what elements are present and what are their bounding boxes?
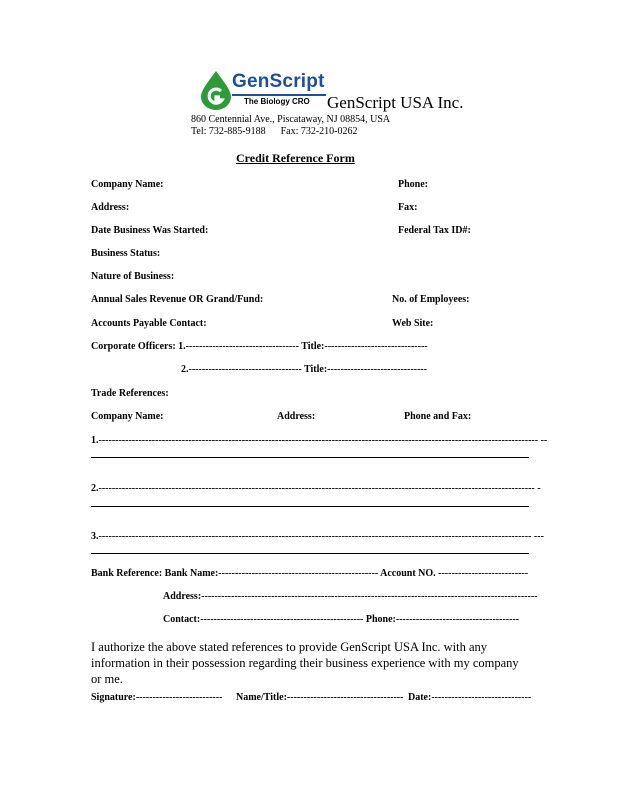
authorization-statement: I authorize the above stated references to provide GenScript USA Inc. with any information in their possession regarding their business experience with my company or me. bbox=[91, 640, 519, 686]
bank-contact-line: Contact:------------------------------------------------- Phone:------------------------------------- bbox=[163, 614, 520, 625]
form-title: Credit Reference Form bbox=[236, 151, 355, 165]
corporate-officer-2-line: 2.---------------------------------- Title:------------------------------ bbox=[181, 364, 428, 375]
trade-ref-2-rule bbox=[91, 506, 529, 507]
company-address: 860 Centennial Ave., Piscataway, NJ 08854, USA bbox=[191, 114, 391, 125]
trade-col-company: Company Name: bbox=[91, 411, 164, 422]
num-employees-label: No. of Employees: bbox=[392, 294, 470, 305]
company-name-label: Company Name: bbox=[91, 179, 164, 190]
business-status-label: Business Status: bbox=[91, 248, 161, 259]
name-title-line: Name/Title:----------------------------------- bbox=[236, 692, 404, 703]
trade-references-heading: Trade References: bbox=[91, 388, 169, 399]
trade-col-phone-fax: Phone and Fax: bbox=[404, 411, 472, 422]
bank-address-line: Address:----------------------------------------------------------------------------------------------------- bbox=[163, 591, 538, 602]
federal-tax-id-label: Federal Tax ID#: bbox=[398, 225, 471, 236]
logo-wordmark: GenScript bbox=[232, 71, 325, 92]
trade-ref-2-line: 2.----------------------------------------------------------------------------------------------------------------------------------- - bbox=[91, 483, 541, 494]
corporate-officer-1-line: Corporate Officers: 1.---------------------------------- Title:------------------------------- bbox=[91, 341, 428, 352]
trade-ref-1-line: 1.------------------------------------------------------------------------------------------------------------------------------------ -- bbox=[91, 435, 548, 446]
company-name: GenScript USA Inc. bbox=[327, 93, 464, 112]
trade-ref-1-rule bbox=[91, 457, 529, 458]
trade-ref-3-rule bbox=[91, 553, 529, 554]
genscript-logo-icon bbox=[199, 70, 233, 110]
logo-underline bbox=[232, 94, 326, 96]
address-label: Address: bbox=[91, 202, 130, 213]
logo-tagline: The Biology CRO bbox=[244, 97, 310, 106]
signature-line: Signature:-------------------------- bbox=[91, 692, 223, 703]
phone-label: Phone: bbox=[398, 179, 428, 190]
accounts-payable-label: Accounts Payable Contact: bbox=[91, 318, 207, 329]
web-site-label: Web Site: bbox=[392, 318, 434, 329]
date-line: Date:------------------------------ bbox=[408, 692, 532, 703]
trade-col-address: Address: bbox=[277, 411, 316, 422]
nature-of-business-label: Nature of Business: bbox=[91, 271, 175, 282]
annual-sales-label: Annual Sales Revenue OR Grand/Fund: bbox=[91, 294, 264, 305]
fax-label: Fax: bbox=[398, 202, 418, 213]
company-contact: Tel: 732-885-9188 Fax: 732-210-0262 bbox=[191, 126, 358, 137]
date-started-label: Date Business Was Started: bbox=[91, 225, 209, 236]
bank-reference-line: Bank Reference: Bank Name:------------------------------------------------ Account NO. --------------------------- bbox=[91, 568, 529, 579]
trade-ref-3-line: 3.---------------------------------------------------------------------------------------------------------------------------------- --- bbox=[91, 531, 544, 542]
